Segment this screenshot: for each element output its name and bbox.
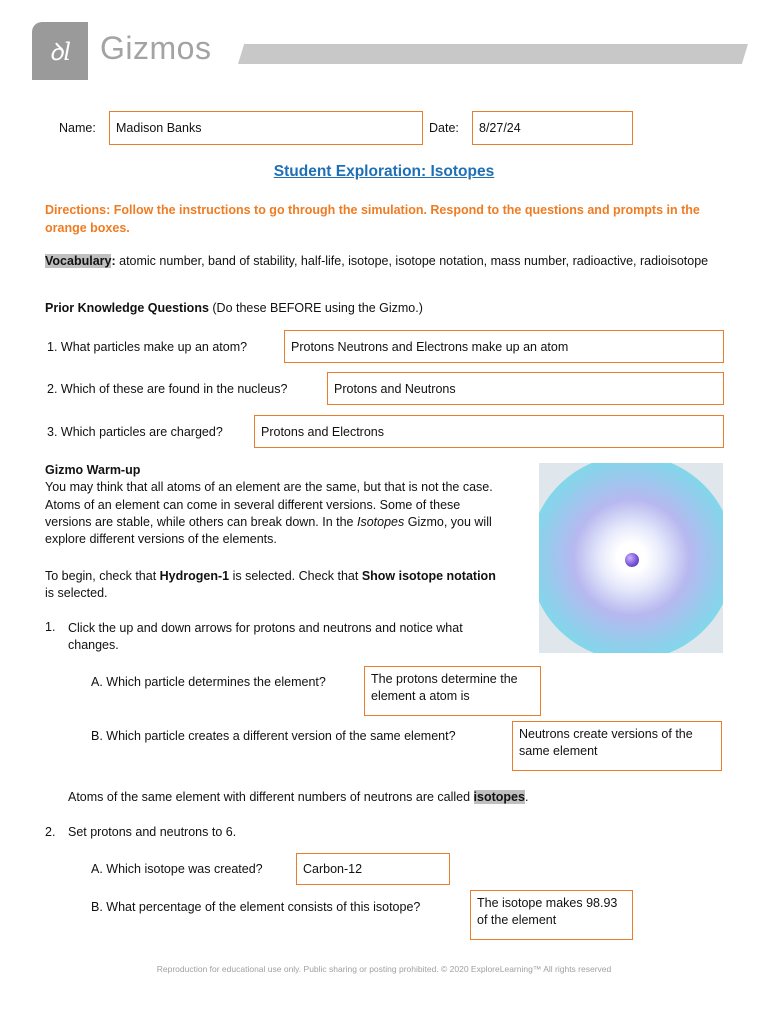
date-label: Date:: [429, 121, 459, 135]
q1b-question: B. Which particle creates a different version of the same element?: [91, 729, 456, 743]
warmup-heading: Gizmo Warm-up: [45, 463, 141, 477]
date-field[interactable]: 8/27/24: [472, 111, 633, 145]
gizmos-logo-icon: ꝺl: [32, 22, 88, 80]
vocabulary-line: Vocabulary: atomic number, band of stability, half-life, isotope, isotope notation, mass number, radioactive, radioisotope: [45, 254, 709, 268]
header-bar: [238, 44, 748, 64]
q2a-answer-field[interactable]: Carbon-12: [296, 853, 450, 885]
q1-text: Click the up and down arrows for protons and neutrons and notice what changes.: [68, 621, 463, 652]
q1b-answer-field[interactable]: Neutrons create versions of the same element: [512, 721, 722, 771]
question-1: 1. What particles make up an atom?: [47, 340, 248, 354]
answer-1-field[interactable]: Protons Neutrons and Electrons make up an atom: [284, 330, 724, 363]
q2b-answer-field[interactable]: The isotope makes 98.93 of the element: [470, 890, 633, 940]
q2-text: Set protons and neutrons to 6.: [68, 825, 237, 839]
nucleus-icon: [625, 553, 639, 567]
q2-number: 2.: [45, 825, 56, 839]
question-3: 3. Which particles are charged?: [47, 425, 223, 439]
answer-2-field[interactable]: Protons and Neutrons: [327, 372, 724, 405]
isotopes-term: isotopes: [473, 790, 525, 804]
q2b-question: B. What percentage of the element consists of this isotope?: [91, 900, 421, 914]
q1a-question: A. Which particle determines the element?: [91, 675, 326, 689]
page-title: Student Exploration: Isotopes: [273, 163, 495, 180]
question-2: 2. Which of these are found in the nucleus?: [47, 382, 288, 396]
q1-number: 1.: [45, 620, 56, 634]
q2a-question: A. Which isotope was created?: [91, 862, 263, 876]
brand-title: Gizmos: [100, 30, 212, 66]
isotope-simulation-image: [539, 463, 723, 653]
warmup-instruction: To begin, check that Hydrogen-1 is selected. Check that Show isotope notation is selected.: [45, 569, 496, 601]
q1a-answer-field[interactable]: The protons determine the element a atom is: [364, 666, 541, 716]
prior-knowledge-heading: Prior Knowledge Questions (Do these BEFORE using the Gizmo.): [45, 301, 423, 315]
warmup-section: Gizmo Warm-up You may think that all atoms of an element are the same, but that is not the case. Atoms of an element can come in several different versions. Some of these versions are stable, while others can break down. In the Isotopes Gizmo, you will explore different versions of the elements.: [45, 463, 493, 547]
isotope-definition: Atoms of the same element with different numbers of neutrons are called isotopes.: [68, 790, 529, 804]
footer-copyright: Reproduction for educational use only. Public sharing or posting prohibited. © 2020 ExploreLearning™ All rights reserved: [156, 964, 612, 974]
directions-text: Directions: Follow the instructions to go through the simulation. Respond to the questions and prompts in the orange boxes.: [45, 203, 700, 235]
vocabulary-label: Vocabulary: [45, 254, 112, 268]
name-field[interactable]: Madison Banks: [109, 111, 423, 145]
answer-3-field[interactable]: Protons and Electrons: [254, 415, 724, 448]
name-label: Name:: [59, 121, 96, 135]
vocabulary-terms: atomic number, band of stability, half-life, isotope, isotope notation, mass number, radioactive, radioisotope: [115, 254, 709, 268]
